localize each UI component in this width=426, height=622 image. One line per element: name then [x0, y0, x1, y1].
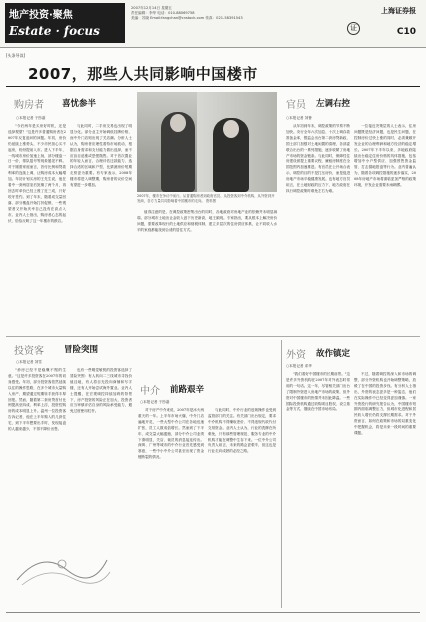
newspaper-logo-icon: 证: [347, 22, 360, 35]
article-column: 也有一些嗅觉敏锐的投资客选择了冒险突围：有人转向二三线城市寻找价值洼地，有人将目光投向商铺和写字楼，还有人开始尝试海外置业。业内人士提醒，在宏观调控持续加码的背景下，房产投资的风险正在加大，投资者应当审慎评估自身的风险承受能力，避免过度使用杠杆。: [70, 368, 132, 414]
article-column: 对于房产中介来说，2007年是冰火两重天的一年。上半年市场火爆，中介门店遍地开花，一些大型中介公司在各地迅速扩张，员工人数成倍增长。然而到了下半年，成交量大幅萎缩，部分中介公司业绩下滑明显，关店、裁员的消息接连传出。深圳、广州等城市的中介行业首先感受到寒意，一些中小中介公司甚至出现了资金链断裂的情况。: [138, 408, 204, 460]
byline-official: ○本报记者 刘鲁: [286, 116, 312, 120]
kicker-label: [头条导读]: [6, 53, 26, 58]
column-divider: [281, 340, 282, 608]
byline-foreign: ○本报记者 邓华: [286, 364, 312, 368]
masthead-editor: 责任编辑：李华 电话：010-88069758: [131, 11, 195, 15]
article-column: 值得注意的是，在调控政策密集出台的同时，各地政府对房地产业的依赖并未明显减弱。部分城市土地出让金收入创下历史新高，地王频现。专家指出，要从根本上解决房价问题，需要改革现行的土地供应和财税体制，建立多层次的住房供应体系，让不同收入水平的家庭都能找到合适的居住方式。: [137, 210, 277, 232]
article-column: 从年初到年末，调控政策的节奏不断加快。央行全年六次加息、十次上调存款准备金率，银监会出台第二套房贷新政，国土部门加强对土地闲置的清理，各部委联合出台的一系列措施，逐步收紧了房地产市场的资金链条。与此同时，保障性住房建设被提上重要议程，廉租房制度在全国范围内加速推进。有官员在公开场合表示，调控的目的不是打压房价，而是促进房地产市场平稳健康发展。也有地方官员坦言，在土地财政的压力下，地方政府在执行调控政策时难免左右为难。: [286, 124, 350, 193]
section-label-official: 官员: [286, 100, 306, 111]
headline-rule: [6, 86, 420, 87]
article-column: 不过，随着调控的深入和市场的调整，部分外资机构也开始调整策略，放缓了在中国的投资步伐。有分析人士指出，外资的表态更多是一种姿态，他们在实际操作中已经变得更加谨慎。一家外资投行的研究报告认为，中国楼市短期内面临调整压力，但城市化进程和居民收入增长仍将支撑长期需求。对于外资而言，如何在政策和市场的双重变化中把握机会，将是未来一段时间的重要课题。: [354, 372, 416, 436]
article-column: 与此同时，二手房交易也出现了明显分化。部分业主开始调低挂牌价格，而中介门店则出现了关店潮。分析人士认为，购房者应理性看待市场波动，根据自身需求和支付能力做出选择，而不应盲目追涨或恐慌抛售。对于首次置业的年轻人而言，合理评估还款能力、选择合适的区域和户型，比猜测房价短期走势更为重要。有专家表示，2008年楼市将进入调整期，购房者的议价空间有望进一步增加。: [70, 124, 132, 188]
section-title-foreign: 故作镇定: [316, 349, 351, 359]
section-header-box: [5, 3, 125, 43]
photo-caption: 2007年，楼市在争议中前行。从普通购房者到政府官员、从投资客到中介机构、从外资到开发商，各方力量共同影响着中国楼市的走向。 资料图: [137, 194, 275, 203]
section-title-agent: 前路艰辛: [170, 385, 205, 395]
section-title-en: Estate · focus: [9, 24, 100, 38]
main-headline: 2007，那些人共同影响中国楼市: [28, 65, 258, 83]
section-label-investor: 投资客: [14, 346, 44, 357]
article-column: "今后两年是买房好时机，还是选择观望？"这是许多普通购房者在2007年反复追问的问题。年初，房价仍延续上涨势头，不少市民担心买不起房，纷纷提前入市。进入下半年，一线城市房价加速上扬，部分楼盘一日一价，排队摇号等现象屡见不鲜。对于刚需家庭而言，首付比例和贷款利率的连续上调，让购房成本大幅增加。年初计划买房的王先生说，他在看中一套两居室后犹豫了两个月，再回去时单价已经上涨了近三成，只好咬牙签约。到了年末，随着成交量回落、部分楼盘开始打折促销，一些观望者又开始庆幸自己没有在高点入市。业内人士指出，购房者心态的起伏，恰恰反映了这一年楼市的跌宕。: [8, 124, 66, 223]
section-title-buyer: 喜忧参半: [62, 99, 97, 109]
section-title-investor: 冒险突围: [64, 345, 99, 355]
article-column: 与此同时，中介行业的违规操作也受到监管部门的关注。有关部门出台规定，要求中介机构不得赚取差价、不得违规代收代付交易资金。业内人士认为，行业的洗牌在所难免，只有那些管理规范、服务专业的中介机构才能在调整中生存下来。一位中介公司负责人坦言，未来的路会更艰辛，但这也是行业走向成熟的必经之路。: [208, 408, 276, 454]
article-column: 一位接近决策层的人士表示，住房问题既是经济问题，也是民生问题，在控制房价过快上涨的同时，必须兼顾开发企业的合理利润和地方经济的稳定增长。2007年下半年以来，多地政府陆续出台稳定住房价格的具体措施，包括增加中小户型供应、加强预售资金监管、打击囤地捂盘等行为。业内普遍认为，随着各项调控措施的逐步落实，2008年房地产市场将面临更加严格的政策环境，开发企业需要未雨绸缪。: [354, 124, 416, 188]
page-bottom-rule: [6, 612, 420, 613]
news-photo: [137, 92, 277, 192]
article-column: "炒房已经不是稳赚不赔的生意。"这是许多投资客在2007年的切身感受。年初，部分投资客依然延续以往的操作思路，在多个城市大量购入房产，期望通过短期转手获得丰厚回报。然而，随着第二套房贷首付比例提高至四成、利率上浮，投资性购房的成本明显上升。温州一位投资客告诉记者，他在上半年购入的几套住宅，到下半年想要出手时，发现接盘的人越来越少，不得不降价出售。: [8, 368, 66, 432]
section-title-official: 左调右控: [316, 99, 351, 109]
section-label-foreign: 外资: [286, 350, 306, 361]
section-label-agent: 中介: [140, 386, 160, 397]
byline-investor: ○本报记者 刘雪: [16, 360, 42, 364]
masthead-contact: 美编：苏晓 Email:fangchan@cnstock.com 传真：021-58391543: [131, 16, 243, 20]
section-label-buyer: 购房者: [14, 100, 44, 111]
byline-agent: ○本报记者 于彤嘉: [140, 400, 170, 404]
section-title-cn: 地产投资·聚焦: [9, 10, 73, 21]
article-column: "我们看好中国楼市的长期前景。"这是许多外资机构在2007年对外表态时常用的一句话。这一年，尽管相关部门出台了限制外资进入房地产市场的政策，但外资对中国楼市的热情并未因此降温。一些国际投资机构通过收购项目股权、设立基金等方式，继续在中国市场布局。: [286, 372, 350, 412]
masthead: [0, 0, 426, 48]
masthead-date: 2007年12月14日 星期五: [131, 6, 172, 10]
section-divider: [6, 336, 420, 337]
newspaper-name: 上海证券报: [381, 6, 416, 15]
page-number: C10: [396, 27, 416, 37]
decorative-illustration: [12, 540, 112, 590]
byline-buyer: ○本报记者 于彤嘉: [16, 116, 46, 120]
